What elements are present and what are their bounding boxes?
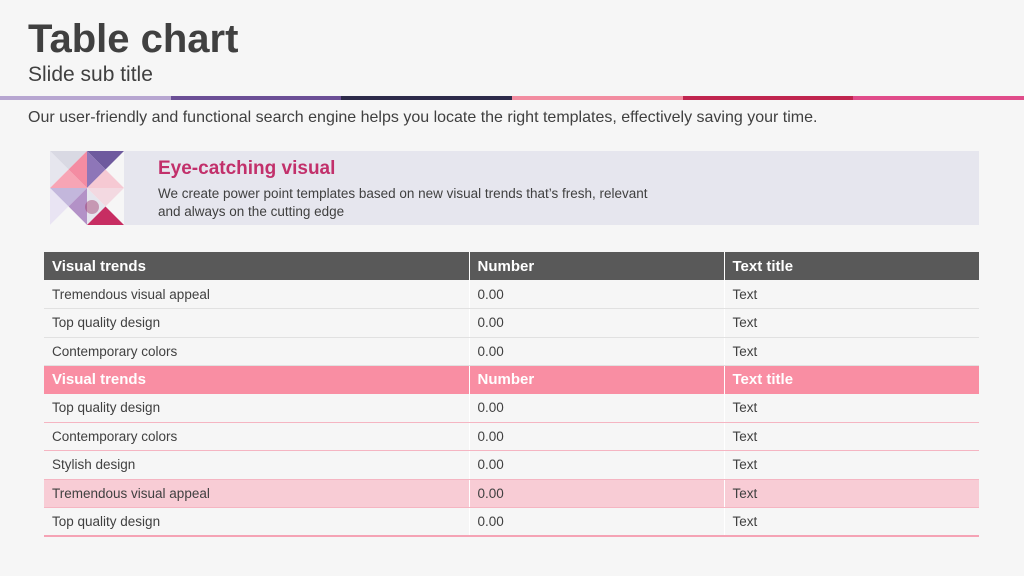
- callout-heading: Eye-catching visual: [158, 158, 336, 179]
- column-header: Text title: [724, 366, 979, 394]
- table-cell: Text: [724, 508, 979, 537]
- table-cell: 0.00: [469, 422, 724, 451]
- callout-box: [50, 151, 979, 225]
- table-cell: Text: [724, 309, 979, 338]
- table-row: [44, 309, 979, 338]
- table-row: [44, 337, 979, 366]
- accent-segment: [171, 96, 342, 100]
- table-header-row: [44, 252, 979, 280]
- column-header: Number: [469, 252, 724, 280]
- accent-segment: [0, 96, 171, 100]
- table-cell: Text: [724, 479, 979, 508]
- geometric-triangles-logo-icon: [50, 151, 124, 225]
- column-header: Visual trends: [44, 366, 469, 394]
- table-cell: Text: [724, 280, 979, 309]
- accent-segment: [512, 96, 683, 100]
- table-cell: 0.00: [469, 394, 724, 423]
- accent-segment: [341, 96, 512, 100]
- table-cell: Text: [724, 422, 979, 451]
- accent-color-bar: [0, 96, 1024, 100]
- table-cell: 0.00: [469, 508, 724, 537]
- table-cell: Text: [724, 337, 979, 366]
- table-cell: 0.00: [469, 451, 724, 480]
- table-cell: Contemporary colors: [44, 422, 469, 451]
- table-cell: 0.00: [469, 309, 724, 338]
- table-cell: Top quality design: [44, 394, 469, 423]
- table-cell: 0.00: [469, 337, 724, 366]
- table-row: [44, 422, 979, 451]
- accent-segment: [853, 96, 1024, 100]
- slide-subtitle: Slide sub title: [28, 63, 153, 86]
- column-header: Visual trends: [44, 252, 469, 280]
- table-cell: Tremendous visual appeal: [44, 479, 469, 508]
- table-row: [44, 451, 979, 480]
- table-row-highlighted: [44, 479, 979, 508]
- table-cell: Top quality design: [44, 508, 469, 537]
- table-cell: Text: [724, 451, 979, 480]
- table-cell: 0.00: [469, 479, 724, 508]
- table-header-row: [44, 366, 979, 394]
- table-cell: Top quality design: [44, 309, 469, 338]
- column-header: Text title: [724, 252, 979, 280]
- accent-segment: [683, 96, 854, 100]
- slide-title: Table chart: [28, 17, 239, 61]
- slide-description: Our user-friendly and functional search engine helps you locate the right templates, effectively saving your time.: [28, 109, 818, 126]
- callout-text: We create power point templates based on new visual trends that’s fresh, relevant and always on the cutting edge: [158, 186, 648, 219]
- table-cell: 0.00: [469, 280, 724, 309]
- table-cell: Text: [724, 394, 979, 423]
- table-cell: Stylish design: [44, 451, 469, 480]
- column-header: Number: [469, 366, 724, 394]
- data-table: [44, 252, 979, 537]
- table-row: [44, 394, 979, 423]
- table-row: [44, 280, 979, 309]
- table-cell: Contemporary colors: [44, 337, 469, 366]
- table-cell: Tremendous visual appeal: [44, 280, 469, 309]
- table-row: [44, 508, 979, 537]
